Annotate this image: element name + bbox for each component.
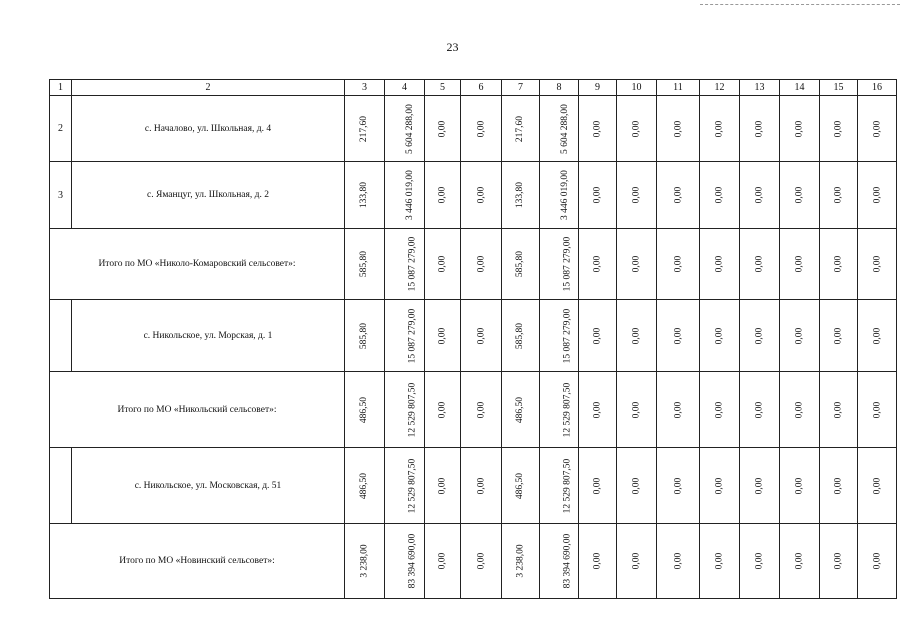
value-cell <box>740 300 780 372</box>
header-cell: 2 <box>72 80 345 96</box>
total-label: Итого по МО «Никольский сельсовет»: <box>50 372 345 448</box>
value-text: 585,80 <box>515 250 526 278</box>
value-cell <box>345 372 385 448</box>
value-text: 0,00 <box>673 255 683 273</box>
value-text: 0,00 <box>476 552 486 570</box>
value-cell <box>502 372 540 448</box>
value-text: 585,80 <box>359 322 370 349</box>
value-cell <box>579 372 617 448</box>
value-text: 0,00 <box>476 186 486 204</box>
value-cell <box>617 372 657 448</box>
header-cell: 13 <box>740 80 780 96</box>
value-cell <box>617 448 657 524</box>
value-text: 15 087 279,00 <box>407 308 418 363</box>
value-cell <box>657 300 700 372</box>
value-text: 0,00 <box>872 477 882 494</box>
header-cell: 16 <box>858 80 897 96</box>
header-cell: 11 <box>657 80 700 96</box>
value-cell <box>502 300 540 372</box>
header-cell: 12 <box>700 80 740 96</box>
value-cell <box>858 96 897 162</box>
value-text: 0,00 <box>476 327 486 344</box>
value-cell <box>740 524 780 599</box>
value-text: 83 394 690,00 <box>407 533 418 589</box>
value-text: 217,60 <box>359 115 370 142</box>
value-text: 0,00 <box>833 120 844 137</box>
value-cell <box>780 448 820 524</box>
value-text: 0,00 <box>673 120 683 137</box>
total-row <box>50 524 897 599</box>
address-cell: с. Началово, ул. Школьная, д. 4 <box>72 96 345 162</box>
value-cell <box>657 372 700 448</box>
value-cell <box>820 372 858 448</box>
value-text: 0,00 <box>754 552 765 570</box>
value-text: 0,00 <box>631 255 642 273</box>
value-text: 0,00 <box>794 120 805 137</box>
value-cell <box>385 448 425 524</box>
value-text: 5 604 288,00 <box>559 103 570 154</box>
value-cell <box>425 524 461 599</box>
value-text: 0,00 <box>592 327 603 344</box>
value-cell <box>425 162 461 229</box>
header-cell: 1 <box>50 80 72 96</box>
value-cell <box>858 229 897 300</box>
value-text: 15 087 279,00 <box>407 236 418 292</box>
value-text: 0,00 <box>833 255 844 273</box>
value-cell <box>780 524 820 599</box>
header-row <box>50 80 897 96</box>
value-cell <box>461 162 502 229</box>
value-text: 0,00 <box>872 120 882 137</box>
value-cell <box>657 448 700 524</box>
value-text: 12 529 807,50 <box>407 382 418 437</box>
value-text: 0,00 <box>794 255 805 273</box>
value-cell <box>540 372 579 448</box>
value-cell <box>502 162 540 229</box>
value-cell <box>425 96 461 162</box>
value-cell <box>820 300 858 372</box>
value-cell <box>461 372 502 448</box>
value-cell <box>579 162 617 229</box>
value-text: 0,00 <box>631 186 642 204</box>
value-text: 0,00 <box>437 186 448 204</box>
value-cell <box>820 96 858 162</box>
value-text: 0,00 <box>872 255 882 273</box>
value-cell <box>820 162 858 229</box>
value-text: 0,00 <box>631 120 642 137</box>
value-text: 486,50 <box>515 396 526 423</box>
value-cell <box>345 229 385 300</box>
value-text: 0,00 <box>872 552 882 570</box>
value-text: 0,00 <box>714 120 725 137</box>
value-cell <box>345 96 385 162</box>
value-text: 0,00 <box>794 552 805 570</box>
value-cell <box>780 300 820 372</box>
value-text: 0,00 <box>714 255 725 273</box>
header-cell: 6 <box>461 80 502 96</box>
header-cell: 15 <box>820 80 858 96</box>
value-cell <box>385 162 425 229</box>
value-cell <box>502 448 540 524</box>
value-cell <box>540 300 579 372</box>
value-text: 3 238,00 <box>359 544 370 578</box>
value-text: 0,00 <box>714 327 725 344</box>
value-cell <box>657 162 700 229</box>
data-table <box>49 79 897 599</box>
value-text: 0,00 <box>794 401 805 418</box>
value-cell <box>385 524 425 599</box>
value-cell <box>461 524 502 599</box>
value-text: 12 529 807,50 <box>562 458 573 513</box>
value-cell <box>579 300 617 372</box>
value-cell <box>425 372 461 448</box>
value-cell <box>385 300 425 372</box>
value-cell <box>540 448 579 524</box>
value-text: 0,00 <box>794 327 805 344</box>
value-text: 0,00 <box>872 401 882 418</box>
value-text: 0,00 <box>476 401 486 418</box>
value-cell <box>657 229 700 300</box>
value-cell <box>617 524 657 599</box>
value-cell <box>858 162 897 229</box>
value-cell <box>740 162 780 229</box>
header-cell: 5 <box>425 80 461 96</box>
value-text: 12 529 807,50 <box>562 382 573 437</box>
value-cell <box>858 448 897 524</box>
total-row <box>50 229 897 300</box>
value-text: 3 238,00 <box>515 544 526 578</box>
value-cell <box>858 372 897 448</box>
value-text: 3 446 019,00 <box>559 170 570 220</box>
value-cell <box>700 372 740 448</box>
value-cell <box>740 96 780 162</box>
table-row <box>50 448 897 524</box>
value-cell <box>345 162 385 229</box>
value-text: 12 529 807,50 <box>407 458 418 513</box>
value-cell <box>617 96 657 162</box>
value-text: 486,50 <box>359 472 370 499</box>
value-text: 0,00 <box>592 552 603 570</box>
value-text: 217,60 <box>515 115 526 142</box>
total-label: Итого по МО «Николо-Комаровский сельсовет»: <box>50 229 345 300</box>
value-cell <box>780 372 820 448</box>
value-cell <box>425 448 461 524</box>
row-index <box>50 300 72 372</box>
value-text: 486,50 <box>515 472 526 499</box>
value-cell <box>657 96 700 162</box>
value-cell <box>385 229 425 300</box>
value-cell <box>740 448 780 524</box>
table-row <box>50 300 897 372</box>
value-cell <box>617 162 657 229</box>
value-cell <box>780 162 820 229</box>
value-cell <box>700 96 740 162</box>
address-cell: с. Никольское, ул. Морская, д. 1 <box>72 300 345 372</box>
value-text: 0,00 <box>437 327 448 344</box>
address-cell: с. Никольское, ул. Московская, д. 51 <box>72 448 345 524</box>
total-row <box>50 372 897 448</box>
value-cell <box>345 448 385 524</box>
value-cell <box>540 96 579 162</box>
row-index: 3 <box>50 162 72 229</box>
value-text: 0,00 <box>754 255 765 273</box>
header-cell: 10 <box>617 80 657 96</box>
value-text: 0,00 <box>833 552 844 570</box>
value-text: 0,00 <box>754 327 765 344</box>
value-cell <box>461 229 502 300</box>
value-cell <box>780 96 820 162</box>
value-text: 0,00 <box>476 120 486 137</box>
value-text: 0,00 <box>673 327 683 344</box>
value-cell <box>461 300 502 372</box>
value-cell <box>740 372 780 448</box>
value-text: 0,00 <box>631 477 642 494</box>
value-cell <box>461 96 502 162</box>
value-cell <box>820 448 858 524</box>
value-text: 0,00 <box>872 327 882 344</box>
value-cell <box>540 229 579 300</box>
value-cell <box>425 300 461 372</box>
value-text: 0,00 <box>592 477 603 494</box>
value-text: 133,80 <box>515 181 526 209</box>
value-cell <box>502 524 540 599</box>
value-cell <box>700 162 740 229</box>
value-text: 585,80 <box>515 322 526 349</box>
value-text: 0,00 <box>592 255 603 273</box>
header-cell: 7 <box>502 80 540 96</box>
value-cell <box>617 229 657 300</box>
value-cell <box>820 229 858 300</box>
value-text: 0,00 <box>673 186 683 204</box>
header-cell: 3 <box>345 80 385 96</box>
value-text: 0,00 <box>833 186 844 204</box>
value-text: 0,00 <box>437 401 448 418</box>
value-cell <box>345 524 385 599</box>
value-cell <box>700 448 740 524</box>
value-text: 0,00 <box>794 186 805 204</box>
value-cell <box>385 96 425 162</box>
value-cell <box>858 300 897 372</box>
value-cell <box>858 524 897 599</box>
value-cell <box>657 524 700 599</box>
value-text: 0,00 <box>714 401 725 418</box>
value-text: 0,00 <box>437 120 448 137</box>
value-text: 15 087 279,00 <box>562 236 573 292</box>
value-text: 0,00 <box>673 552 683 570</box>
value-cell <box>345 300 385 372</box>
scan-artifact-line <box>700 4 900 7</box>
header-cell: 8 <box>540 80 579 96</box>
table-row <box>50 162 897 229</box>
row-index <box>50 448 72 524</box>
value-text: 0,00 <box>437 477 448 494</box>
page-number: 23 <box>446 40 459 54</box>
value-text: 0,00 <box>476 477 486 494</box>
value-text: 0,00 <box>754 186 765 204</box>
value-cell <box>579 96 617 162</box>
value-cell <box>579 524 617 599</box>
value-text: 0,00 <box>754 477 765 494</box>
value-text: 585,80 <box>359 250 370 278</box>
value-text: 0,00 <box>673 401 683 418</box>
value-cell <box>740 229 780 300</box>
value-cell <box>502 229 540 300</box>
value-text: 0,00 <box>872 186 882 204</box>
value-text: 83 394 690,00 <box>562 533 573 589</box>
value-cell <box>425 229 461 300</box>
value-cell <box>700 524 740 599</box>
value-text: 0,00 <box>592 401 603 418</box>
row-index: 2 <box>50 96 72 162</box>
total-label: Итого по МО «Новинский сельсовет»: <box>50 524 345 599</box>
value-text: 0,00 <box>833 327 844 344</box>
value-cell <box>540 162 579 229</box>
value-cell <box>820 524 858 599</box>
header-cell: 14 <box>780 80 820 96</box>
value-text: 5 604 288,00 <box>404 103 415 154</box>
value-cell <box>461 448 502 524</box>
value-text: 0,00 <box>592 186 603 204</box>
value-text: 0,00 <box>631 401 642 418</box>
header-cell: 9 <box>579 80 617 96</box>
address-cell: с. Яманцуг, ул. Школьная, д. 2 <box>72 162 345 229</box>
value-cell <box>780 229 820 300</box>
value-cell <box>617 300 657 372</box>
table-row <box>50 96 897 162</box>
value-text: 486,50 <box>359 396 370 423</box>
value-text: 0,00 <box>673 477 683 494</box>
value-text: 0,00 <box>437 255 448 273</box>
value-text: 3 446 019,00 <box>404 170 415 220</box>
header-cell: 4 <box>385 80 425 96</box>
value-text: 15 087 279,00 <box>562 308 573 363</box>
value-cell <box>385 372 425 448</box>
value-text: 0,00 <box>754 120 765 137</box>
value-text: 0,00 <box>437 552 448 570</box>
value-text: 0,00 <box>833 477 844 494</box>
value-text: 0,00 <box>631 327 642 344</box>
value-cell <box>502 96 540 162</box>
value-text: 0,00 <box>631 552 642 570</box>
value-text: 133,80 <box>359 181 370 209</box>
value-text: 0,00 <box>833 401 844 418</box>
value-text: 0,00 <box>714 186 725 204</box>
value-text: 0,00 <box>476 255 486 273</box>
value-cell <box>540 524 579 599</box>
value-text: 0,00 <box>754 401 765 418</box>
value-text: 0,00 <box>714 552 725 570</box>
value-cell <box>579 229 617 300</box>
value-text: 0,00 <box>794 477 805 494</box>
value-text: 0,00 <box>592 120 603 137</box>
value-text: 0,00 <box>714 477 725 494</box>
value-cell <box>700 229 740 300</box>
value-cell <box>700 300 740 372</box>
value-cell <box>579 448 617 524</box>
